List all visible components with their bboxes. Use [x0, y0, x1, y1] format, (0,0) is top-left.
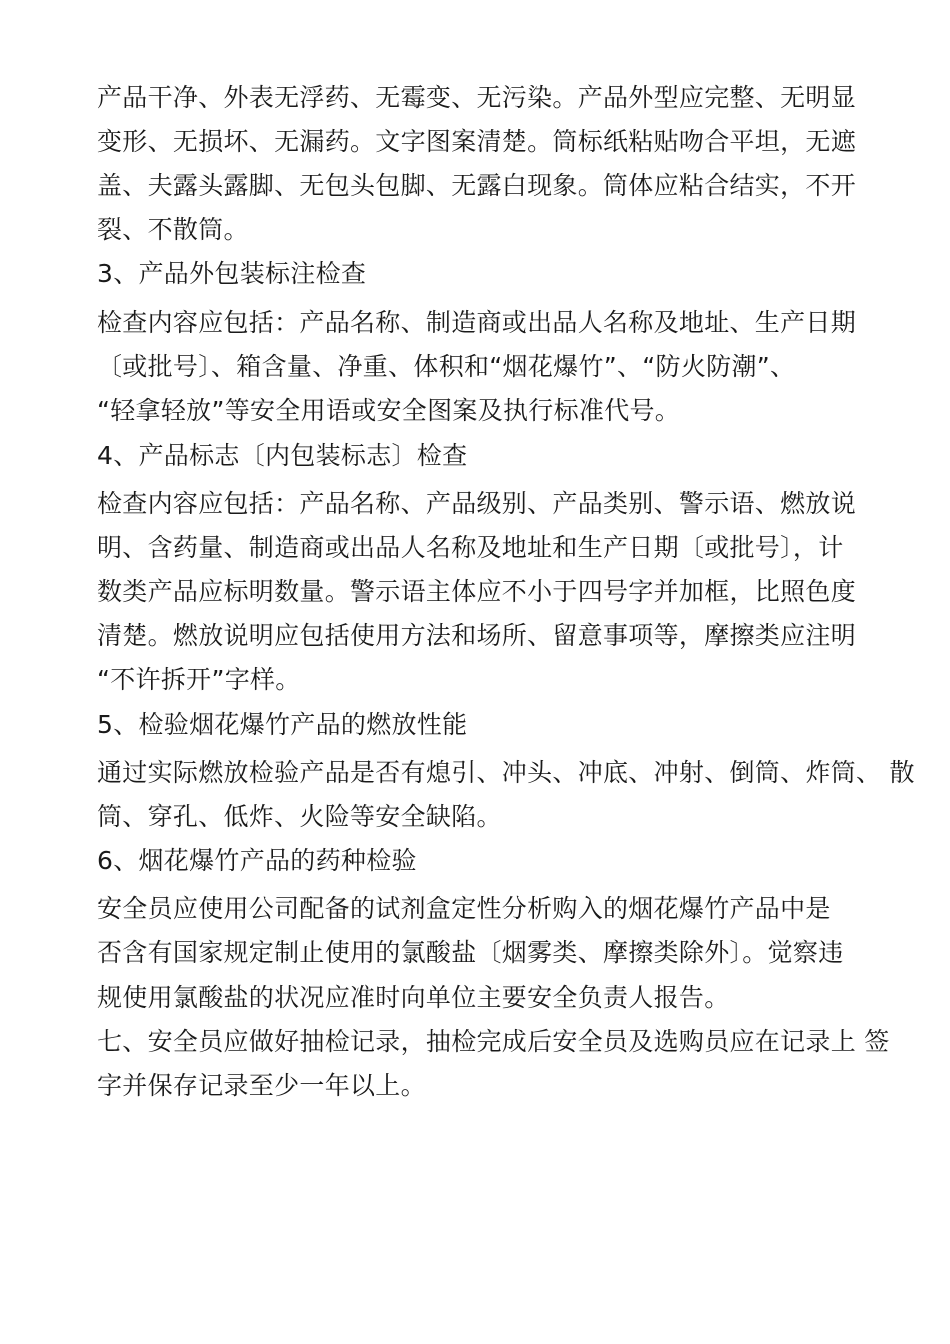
section-heading: 5、检验烟花爆竹产品的燃放性能 — [97, 710, 468, 739]
section-heading: 3、产品外包装标注检查 — [97, 259, 367, 288]
text-line: 盖、夫露头露脚、无包头包脚、无露白现象。筒体应粘合结实，不开 — [97, 171, 857, 200]
text-line: 清楚。燃放说明应包括使用方法和场所、留意事项等，摩擦类应注明 — [97, 621, 857, 650]
text-line: 数类产品应标明数量。警示语主体应不小于四号字并加框，比照色度 — [97, 577, 857, 606]
text-line: 筒、穿孔、低炸、火险等安全缺陷。 — [97, 802, 502, 831]
text-line: “不许拆开”字样。 — [97, 665, 301, 694]
text-line: 〔或批号〕、箱含量、净重、体积和“烟花爆竹”、“防火防潮”、 — [97, 352, 796, 381]
text-line: 变形、无损坏、无漏药。文字图案清楚。筒标纸粘贴吻合平坦，无遮 — [97, 127, 857, 156]
text-line: 检查内容应包括：产品名称、产品级别、产品类别、警示语、燃放说 — [97, 489, 857, 518]
text-line: 裂、不散筒。 — [97, 215, 249, 244]
text-line: 检查内容应包括：产品名称、制造商或出品人名称及地址、生产日期 — [97, 308, 857, 337]
text-line: 通过实际燃放检验产品是否有熄引、冲头、冲底、冲射、倒筒、炸筒、 散 — [97, 758, 915, 787]
text-line: 字并保存记录至少一年以上。 — [97, 1071, 426, 1100]
text-line: “轻拿轻放”等安全用语或安全图案及执行标准代号。 — [97, 396, 681, 425]
text-line: 七、安全员应做好抽检记录，抽检完成后安全员及选购员应在记录上 签 — [97, 1027, 890, 1056]
text-line: 否含有国家规定制止使用的氯酸盐〔烟雾类、摩擦类除外〕。觉察违 — [97, 938, 844, 967]
section-heading: 4、产品标志〔内包装标志〕检查 — [97, 441, 468, 470]
text-line: 明、含药量、制造商或出品人名称及地址和生产日期〔或批号〕，计 — [97, 533, 844, 562]
text-line: 规使用氯酸盐的状况应准时向单位主要安全负责人报告。 — [97, 983, 730, 1012]
text-line: 安全员应使用公司配备的试剂盒定性分析购入的烟花爆竹产品中是 — [97, 894, 831, 923]
section-heading: 6、烟花爆竹产品的药种检验 — [97, 846, 417, 875]
text-line: 产品干净、外表无浮药、无霉变、无污染。产品外型应完整、无明显 — [97, 83, 857, 112]
